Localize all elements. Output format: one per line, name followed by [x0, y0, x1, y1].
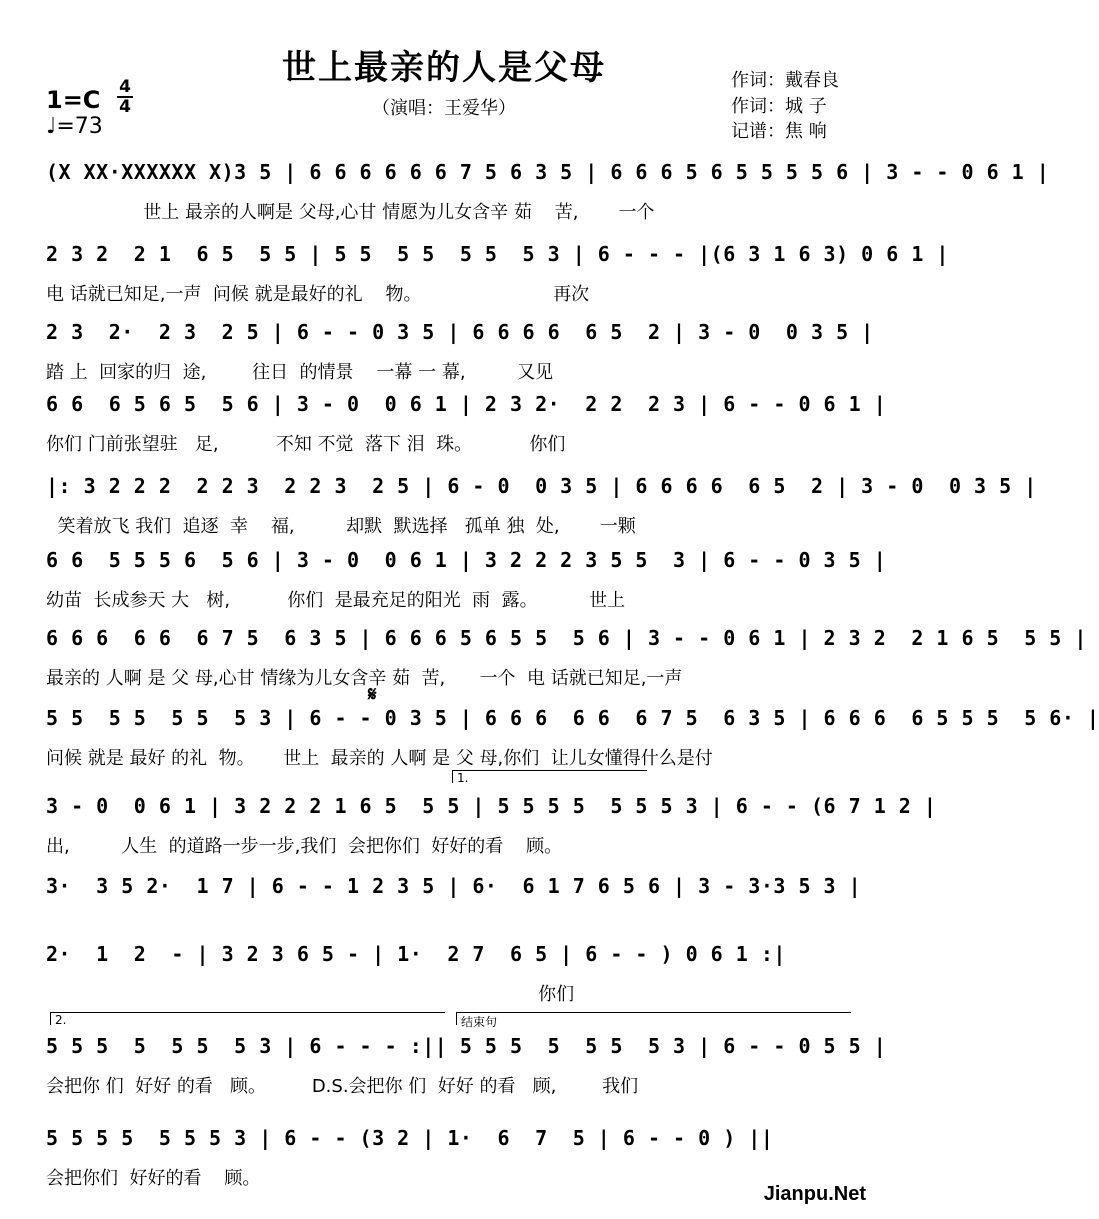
lyrics-line: 你们 门前张望驻 足, 不知 不觉 落下 泪 珠。 你们 [46, 434, 566, 455]
transcriber-credit: 记谱：焦 响 [731, 121, 827, 142]
coda-bracket [456, 1012, 851, 1029]
score-system-7 [46, 626, 1087, 690]
notation-line: |: 3 2 2 2 2 2 3 2 2 3 2 5 | 6 - 0 0 3 5 | 6 6 6 6 6 5 2 | 3 - 0 0 3 5 | [46, 474, 1037, 498]
lyrics-line: 世上 最亲的人啊是 父母,心甘 情愿为儿女含辛 茹 苦, 一个 [46, 202, 655, 223]
notation-line: 5 5 5 5 5 5 5 3 | 6 - - (3 2 | 1· 6 7 5 | 6 - - 0 ) || [46, 1126, 774, 1150]
notation-line: 2· 1 2 - | 3 2 3 6 5 - | 1· 2 7 6 5 | 6 - - ) 0 6 1 :| [46, 942, 786, 966]
score-system-4 [46, 392, 887, 456]
notation-line: 2 3 2 2 1 6 5 5 5 | 5 5 5 5 5 5 5 3 | 6 - - - |(6 3 1 6 3) 0 6 1 | [46, 242, 949, 266]
lyrics-line: 踏 上 回家的归 途, 往日 的情景 一幕 一 幕, 又见 [46, 362, 554, 383]
site-watermark: Jianpu.Net [763, 1183, 866, 1205]
score-system-3 [46, 320, 874, 384]
lyrics-line: 出, 人生 的道路一步一步,我们 会把你们 好好的看 顾。 [46, 836, 563, 857]
tempo-marking: ♩=73 [46, 114, 103, 139]
lyrics-line: 问候 就是 最好 的礼 物。 世上 最亲的 人啊 是 父 母,你们 让儿女懂得什么是付 [46, 748, 713, 769]
score-system-13 [46, 1126, 850, 1190]
notation-line: 6 6 6 5 6 5 5 6 | 3 - 0 0 6 1 | 2 3 2· 2 2 2 3 | 6 - - 0 6 1 | [46, 392, 887, 416]
lyrics-line: 会把你们 好好的看 顾。 [46, 1168, 261, 1189]
notation-line: 6 6 6 6 6 6 7 5 6 3 5 | 6 6 6 5 6 5 5 5 6 | 3 - - 0 6 1 | 2 3 2 2 1 6 5 5 5 | [46, 626, 1087, 650]
notation-line: 3 - 0 0 6 1 | 3 2 2 2 1 6 5 5 5 | 5 5 5 5 5 5 5 3 | 6 - - (6 7 1 2 | [46, 794, 937, 818]
score-system-8 [46, 706, 1099, 770]
lyrics-line: 最亲的 人啊 是 父 母,心甘 情缘为儿女含辛 茹 苦, 一个 电 话就已知足,一声 [46, 668, 683, 689]
lyrics-line: 电 话就已知足,一声 问候 就是最好的礼 物。 再次 [46, 284, 590, 305]
score-system-1 [46, 160, 1050, 224]
lyrics-line: 笑着放飞 我们 追逐 幸 福, 却默 默选择 孤单 独 处, 一颗 [46, 516, 636, 537]
score-system-5 [46, 474, 1037, 538]
score-system-6 [46, 548, 887, 612]
notation-line: 6 6 5 5 5 6 5 6 | 3 - 0 0 6 1 | 3 2 2 2 3 5 5 3 | 6 - - 0 3 5 | [46, 548, 887, 572]
volta-label: 结束句 [461, 1015, 498, 1029]
volta-label: 2. [55, 1013, 67, 1027]
score-system-12 [46, 1034, 887, 1098]
lyrics-line: 幼苗 长成参天 大 树, 你们 是最充足的阳光 雨 露。 世上 [46, 590, 626, 611]
key-signature: 1=C [46, 86, 101, 114]
lyricist-credit: 作词：戴春良 [731, 70, 839, 91]
score-system-9 [46, 794, 937, 858]
segno-sign: 𝄋 [368, 682, 377, 706]
lyrics-line: 会把你 们 好好 的看 顾。 D.S.会把你 们 好好 的看 顾, 我们 [46, 1076, 639, 1097]
time-signature [117, 78, 133, 116]
first-ending-bracket [452, 770, 647, 783]
notation-line: 2 3 2· 2 3 2 5 | 6 - - 0 3 5 | 6 6 6 6 6 5 2 | 3 - 0 0 3 5 | [46, 320, 874, 344]
volta-label: 1. [457, 771, 469, 785]
time-signature-top: 4 [117, 78, 133, 98]
lyricist-credit-2: 作词：城 子 [731, 96, 827, 117]
notation-line: 5 5 5 5 5 5 5 3 | 6 - - 0 3 5 | 6 6 6 6 6 6 7 5 6 3 5 | 6 6 6 6 5 5 5 5 6· | [46, 706, 1099, 730]
performer-credit: （演唱：王爱华） [372, 98, 516, 119]
time-signature-bottom: 4 [119, 97, 131, 117]
score-system-11 [46, 942, 850, 1006]
notation-line: 3· 3 5 2· 1 7 | 6 - - 1 2 3 5 | 6· 6 1 7 6 5 6 | 3 - 3·3 5 3 | [46, 874, 862, 898]
song-title: 世上最亲的人是父母 [282, 48, 606, 88]
notation-line: (X XX·XXXXXX X)3 5 | 6 6 6 6 6 6 7 5 6 3 5 | 6 6 6 5 6 5 5 5 5 6 | 3 - - 0 6 1 | [46, 160, 1050, 184]
second-ending-bracket [50, 1012, 445, 1025]
lyrics-line: 你们 [46, 984, 575, 1005]
notation-line: 5 5 5 5 5 5 5 3 | 6 - - - :|| 5 5 5 5 5 5 5 3 | 6 - - 0 5 5 | [46, 1034, 887, 1058]
score-system-2 [46, 242, 949, 306]
score-system-10 [46, 874, 862, 898]
